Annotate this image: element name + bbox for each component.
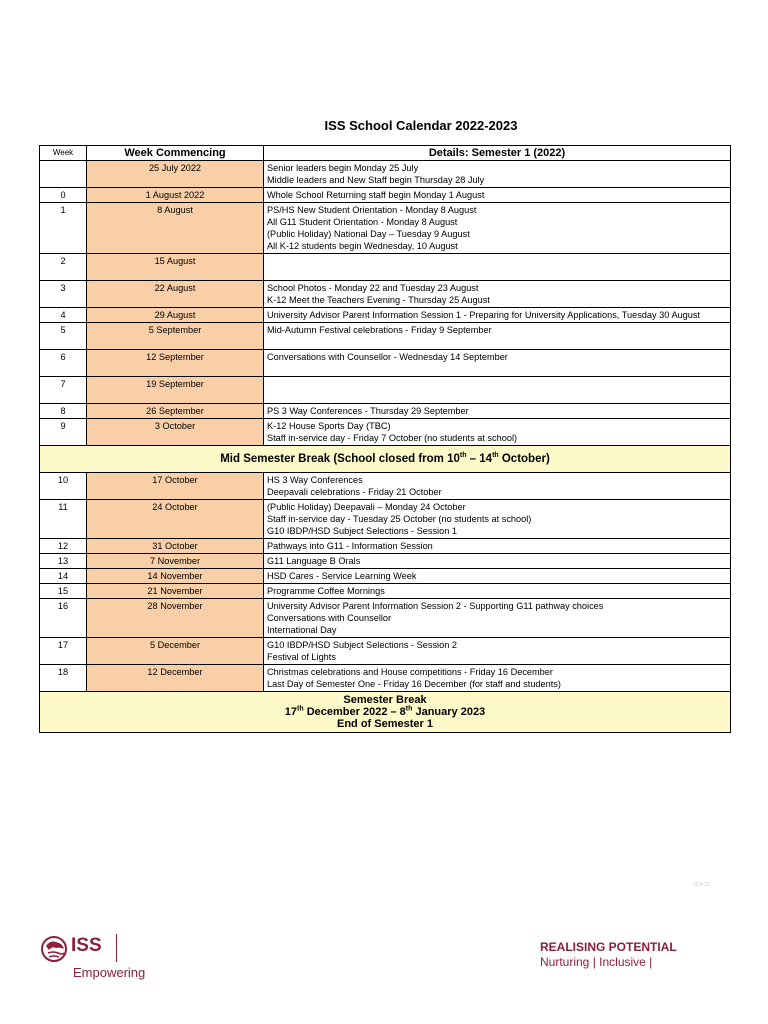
week-commencing-cell: 24 October (87, 500, 264, 539)
details-cell (264, 350, 731, 377)
week-number-cell: 14 (40, 569, 87, 584)
detail-line (267, 378, 727, 390)
details-cell (264, 638, 731, 665)
table-row (40, 377, 731, 404)
week-commencing-cell: 12 December (87, 665, 264, 692)
detail-line: G10 IBDP/HSD Subject Selections - Session 1 (267, 526, 457, 536)
table-row (40, 500, 731, 539)
page-title: ISS School Calendar 2022-2023 (324, 118, 518, 133)
brand-subtitle: Empowering (73, 965, 146, 980)
iss-lion-logo-icon (40, 934, 70, 964)
week-number-cell: 11 (40, 500, 87, 539)
week-number-cell: 3 (40, 281, 87, 308)
week-number-cell: 6 (40, 350, 87, 377)
details-cell (264, 599, 731, 638)
table-row (40, 254, 731, 281)
table-row (40, 569, 731, 584)
week-number-cell: 12 (40, 539, 87, 554)
details-cell (264, 584, 731, 599)
week-commencing-cell: 5 September (87, 323, 264, 350)
details-cell (264, 500, 731, 539)
brand-divider (116, 934, 117, 962)
week-commencing-cell: 31 October (87, 539, 264, 554)
detail-line: Whole School Returning staff begin Monday 1 August (267, 190, 485, 200)
table-row (40, 323, 731, 350)
break-text: 17 (284, 706, 298, 718)
semester-break-row (40, 692, 731, 733)
calendar-table (39, 145, 731, 733)
details-cell (264, 665, 731, 692)
details-cell (264, 308, 731, 323)
table-row (40, 638, 731, 665)
break-text: th (405, 705, 413, 713)
table-row (40, 350, 731, 377)
week-number-cell: 8 (40, 404, 87, 419)
table-body (40, 161, 731, 733)
detail-line: (Public Holiday) Deepavali – Monday 24 October (267, 502, 466, 512)
detail-line (267, 255, 727, 267)
table-row (40, 554, 731, 569)
detail-line: Middle leaders and New Staff begin Thursday 28 July (267, 175, 485, 185)
break-text: December 2022 – 8 (303, 706, 406, 718)
break-text: th (459, 452, 467, 460)
table-row (40, 161, 731, 188)
details-cell (264, 569, 731, 584)
details-cell (264, 539, 731, 554)
table-header-row (40, 146, 731, 161)
details-cell (264, 161, 731, 188)
week-commencing-cell: 17 October (87, 473, 264, 500)
week-number-cell: 5 (40, 323, 87, 350)
detail-line: Festival of Lights (267, 652, 336, 662)
detail-line: K-12 Meet the Teachers Evening - Thursday 25 August (267, 295, 490, 305)
detail-line: Conversations with Counsellor - Wednesday 14 September (267, 352, 508, 362)
table-row (40, 665, 731, 692)
week-number-cell: 15 (40, 584, 87, 599)
table-row (40, 203, 731, 254)
week-number-cell: 7 (40, 377, 87, 404)
detail-line: PS 3 Way Conferences - Thursday 29 September (267, 406, 469, 416)
details-cell (264, 188, 731, 203)
mid-semester-break-cell (40, 446, 731, 473)
break-text: th (492, 452, 499, 460)
table-row (40, 419, 731, 446)
break-text: – 14 (466, 453, 493, 465)
week-commencing-cell: 14 November (87, 569, 264, 584)
week-number-cell: 18 (40, 665, 87, 692)
detail-line: Staff in-service day - Friday 7 October (no students at school) (267, 433, 518, 443)
detail-line: University Advisor Parent Information Session 2 - Supporting G11 pathway choices (267, 601, 604, 611)
table-row (40, 539, 731, 554)
details-cell (264, 473, 731, 500)
detail-line: G11 Language B Orals (267, 556, 361, 566)
week-number-cell: 13 (40, 554, 87, 569)
detail-line: Last Day of Semester One - Friday 16 December (for staff and students) (267, 679, 561, 689)
detail-line: HSD Cares - Service Learning Week (267, 571, 417, 581)
detail-line: All K-12 students begin Wednesday, 10 August (267, 241, 458, 251)
detail-line: G10 IBDP/HSD Subject Selections - Session 2 (267, 640, 457, 650)
detail-line (267, 390, 727, 402)
detail-line: K-12 House Sports Day (TBC) (267, 421, 391, 431)
semester-break-dates (43, 706, 727, 718)
week-number-cell: 4 (40, 308, 87, 323)
detail-line: Mid-Autumn Festival celebrations - Friday 9 September (267, 325, 492, 335)
week-number-cell: 17 (40, 638, 87, 665)
details-cell (264, 281, 731, 308)
detail-line (267, 363, 727, 375)
week-commencing-cell: 15 August (87, 254, 264, 281)
week-commencing-cell: 22 August (87, 281, 264, 308)
details-cell (264, 554, 731, 569)
details-cell (264, 323, 731, 350)
detail-line: PS/HS New Student Orientation - Monday 8 August (267, 205, 477, 215)
week-commencing-cell: 8 August (87, 203, 264, 254)
week-commencing-cell: 7 November (87, 554, 264, 569)
semester-break-title: Semester Break (343, 694, 427, 706)
week-number-cell (40, 161, 87, 188)
break-text: January 2023 (412, 706, 486, 718)
detail-line: Pathways into G11 - Information Session (267, 541, 433, 551)
semester-end-label: End of Semester 1 (337, 718, 433, 730)
week-number-cell: 1 (40, 203, 87, 254)
table-row (40, 599, 731, 638)
detail-line: All G11 Student Orientation - Monday 8 August (267, 217, 458, 227)
week-commencing-cell: 28 November (87, 599, 264, 638)
week-commencing-cell: 3 October (87, 419, 264, 446)
week-number-cell: 2 (40, 254, 87, 281)
page-code: 12.4.23 (693, 882, 710, 888)
week-commencing-cell: 29 August (87, 308, 264, 323)
table-row (40, 584, 731, 599)
detail-line: International Day (267, 625, 337, 635)
details-cell (264, 404, 731, 419)
table-row (40, 404, 731, 419)
semester-break-cell (40, 692, 731, 733)
detail-line: School Photos - Monday 22 and Tuesday 23 August (267, 283, 479, 293)
week-commencing-cell: 1 August 2022 (87, 188, 264, 203)
detail-line: Conversations with Counsellor (267, 613, 392, 623)
week-commencing-cell: 5 December (87, 638, 264, 665)
break-text: Mid Semester Break (School closed from 10 (220, 453, 460, 465)
mid-semester-break-row (40, 446, 731, 473)
week-number-cell: 0 (40, 188, 87, 203)
detail-line: Programme Coffee Mornings (267, 586, 385, 596)
week-number-cell: 9 (40, 419, 87, 446)
detail-line: Staff in-service day - Tuesday 25 October (no students at school) (267, 514, 532, 524)
table-row (40, 473, 731, 500)
table-row (40, 308, 731, 323)
detail-line (267, 336, 727, 348)
header-week: Week (40, 146, 87, 161)
week-commencing-cell: 12 September (87, 350, 264, 377)
details-cell (264, 254, 731, 281)
week-number-cell: 16 (40, 599, 87, 638)
week-commencing-cell: 19 September (87, 377, 264, 404)
break-text: October) (498, 453, 550, 465)
tagline-main: REALISING POTENTIAL (540, 940, 677, 954)
brand-name: ISS (71, 935, 102, 956)
detail-line: Deepavali celebrations - Friday 21 October (267, 487, 442, 497)
table-row (40, 188, 731, 203)
header-week-commencing: Week Commencing (87, 146, 264, 161)
tagline-sub: Nurturing | Inclusive | (540, 955, 653, 969)
details-cell (264, 377, 731, 404)
table-row (40, 281, 731, 308)
detail-line: Christmas celebrations and House competitions - Friday 16 December (267, 667, 553, 677)
detail-line: University Advisor Parent Information Session 1 - Preparing for University Applications, Tuesday 30 August (267, 310, 701, 320)
break-text: th (297, 705, 304, 713)
detail-line (267, 267, 727, 279)
week-number-cell: 10 (40, 473, 87, 500)
week-commencing-cell: 21 November (87, 584, 264, 599)
detail-line: Senior leaders begin Monday 25 July (267, 163, 419, 173)
week-commencing-cell: 26 September (87, 404, 264, 419)
header-details: Details: Semester 1 (2022) (264, 146, 731, 161)
detail-line: HS 3 Way Conferences (267, 475, 363, 485)
details-cell (264, 419, 731, 446)
details-cell (264, 203, 731, 254)
week-commencing-cell: 25 July 2022 (87, 161, 264, 188)
detail-line: (Public Holiday) National Day – Tuesday 9 August (267, 229, 470, 239)
